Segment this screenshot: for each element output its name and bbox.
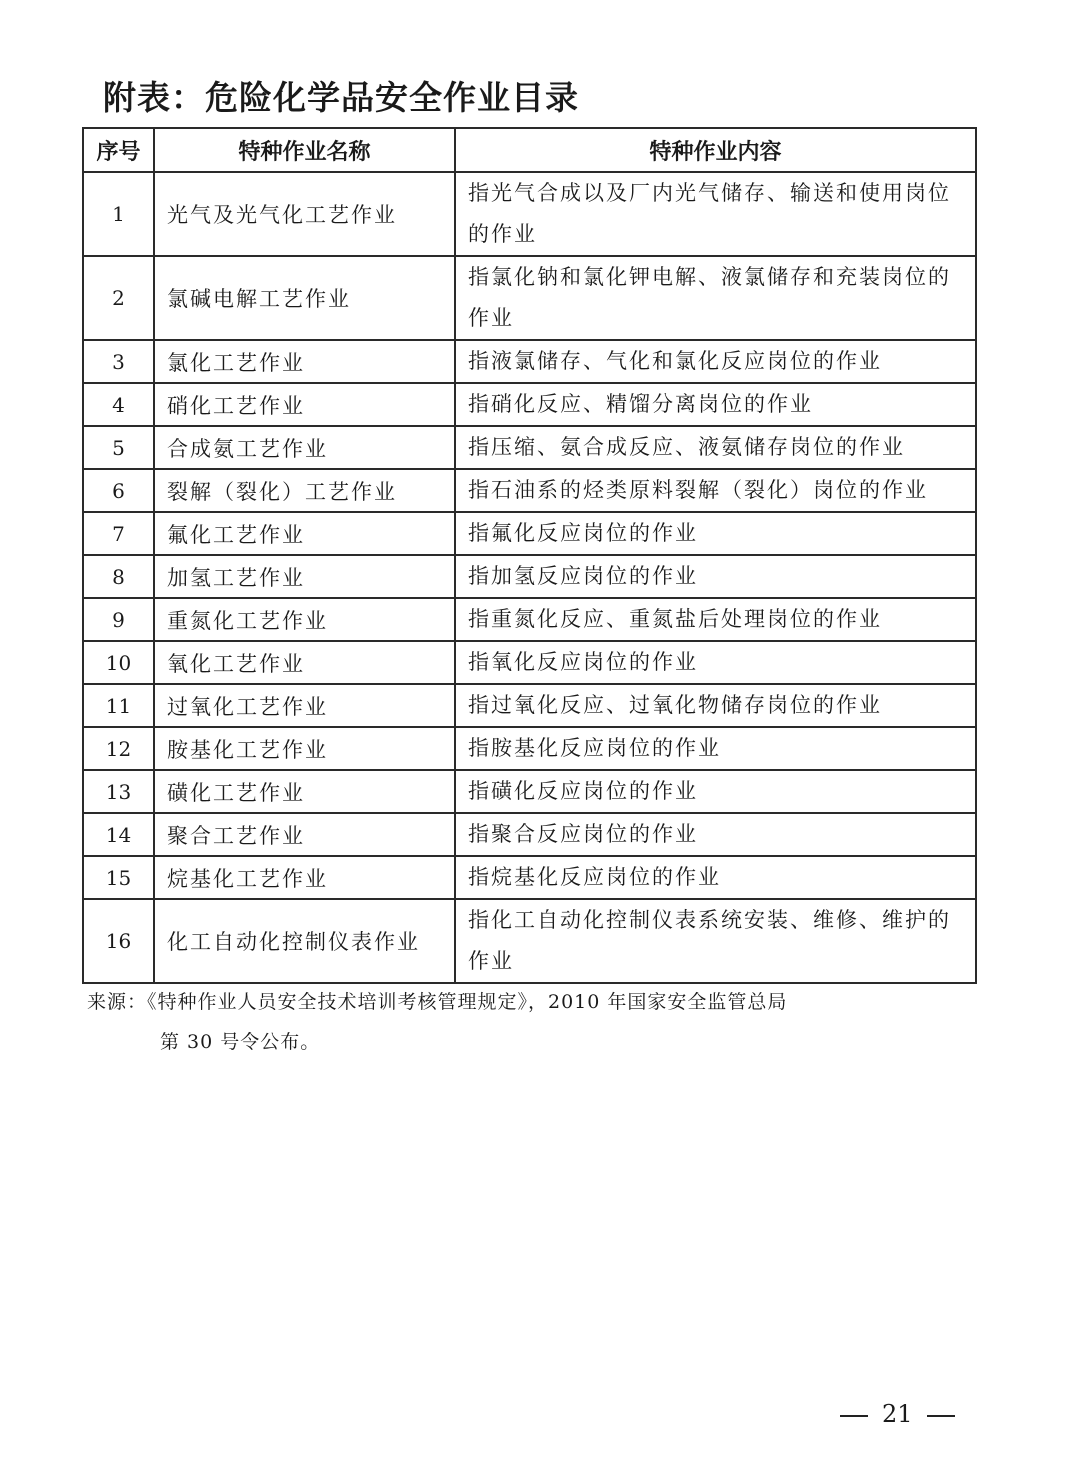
table-row (83, 899, 976, 983)
row-name: 聚合工艺作业 (154, 813, 455, 856)
row-desc: 指液氯储存、气化和氯化反应岗位的作业 (455, 340, 976, 383)
row-name: 化工自动化控制仪表作业 (154, 899, 455, 983)
row-no: 14 (83, 813, 154, 856)
row-desc: 指过氧化反应、过氧化物储存岗位的作业 (455, 684, 976, 727)
footnote-line-2: 第 30 号令公布。 (160, 1031, 321, 1053)
row-name: 烷基化工艺作业 (154, 856, 455, 899)
table-row (83, 770, 976, 813)
table-row (83, 172, 976, 256)
table-header-row (83, 128, 976, 172)
work-catalog-table (82, 127, 977, 984)
table-row (83, 555, 976, 598)
row-desc: 指烷基化反应岗位的作业 (455, 856, 976, 899)
table-row (83, 512, 976, 555)
row-desc: 指压缩、氨合成反应、液氨储存岗位的作业 (455, 426, 976, 469)
row-name: 氯化工艺作业 (154, 340, 455, 383)
row-desc: 指石油系的烃类原料裂解（裂化）岗位的作业 (455, 469, 976, 512)
row-desc: 指加氢反应岗位的作业 (455, 555, 976, 598)
table-row (83, 641, 976, 684)
row-no: 6 (83, 469, 154, 512)
row-desc: 指磺化反应岗位的作业 (455, 770, 976, 813)
row-name: 光气及光气化工艺作业 (154, 172, 455, 256)
row-no: 11 (83, 684, 154, 727)
row-name: 重氮化工艺作业 (154, 598, 455, 641)
row-no: 8 (83, 555, 154, 598)
page-title: 附表：危险化学品安全作业目录 (103, 78, 579, 117)
row-desc: 指硝化反应、精馏分离岗位的作业 (455, 383, 976, 426)
row-no: 12 (83, 727, 154, 770)
table-row (83, 813, 976, 856)
row-name: 硝化工艺作业 (154, 383, 455, 426)
row-no: 10 (83, 641, 154, 684)
row-name: 胺基化工艺作业 (154, 727, 455, 770)
table-row (83, 469, 976, 512)
row-desc: 指重氮化反应、重氮盐后处理岗位的作业 (455, 598, 976, 641)
row-name: 加氢工艺作业 (154, 555, 455, 598)
row-name: 合成氨工艺作业 (154, 426, 455, 469)
row-no: 2 (83, 256, 154, 340)
page-number (826, 1400, 969, 1428)
table-row (83, 256, 976, 340)
row-name: 磺化工艺作业 (154, 770, 455, 813)
row-desc: 指氧化反应岗位的作业 (455, 641, 976, 684)
row-desc: 指氟化反应岗位的作业 (455, 512, 976, 555)
dash-left (840, 1415, 868, 1417)
dash-right (927, 1415, 955, 1417)
row-no: 15 (83, 856, 154, 899)
table-row (83, 598, 976, 641)
row-no: 9 (83, 598, 154, 641)
row-desc: 指氯化钠和氯化钾电解、液氯储存和充装岗位的作业 (455, 256, 976, 340)
table-row (83, 426, 976, 469)
footnote-line-1: 来源：《特种作业人员安全技术培训考核管理规定》，2010 年国家安全监管总局 (87, 991, 788, 1013)
row-no: 13 (83, 770, 154, 813)
row-no: 16 (83, 899, 154, 983)
header-no: 序号 (83, 128, 154, 172)
table-row (83, 684, 976, 727)
table-row (83, 856, 976, 899)
row-name: 氧化工艺作业 (154, 641, 455, 684)
row-no: 4 (83, 383, 154, 426)
row-name: 过氧化工艺作业 (154, 684, 455, 727)
table-row (83, 340, 976, 383)
row-no: 7 (83, 512, 154, 555)
row-name: 氟化工艺作业 (154, 512, 455, 555)
row-desc: 指光气合成以及厂内光气储存、输送和使用岗位的作业 (455, 172, 976, 256)
row-no: 1 (83, 172, 154, 256)
row-no: 3 (83, 340, 154, 383)
header-desc: 特种作业内容 (455, 128, 976, 172)
row-desc: 指化工自动化控制仪表系统安装、维修、维护的作业 (455, 899, 976, 983)
page-number-text: 21 (882, 1400, 913, 1428)
row-no: 5 (83, 426, 154, 469)
row-desc: 指胺基化反应岗位的作业 (455, 727, 976, 770)
table-row (83, 727, 976, 770)
row-name: 氯碱电解工艺作业 (154, 256, 455, 340)
source-footnote (87, 982, 947, 1062)
header-name: 特种作业名称 (154, 128, 455, 172)
row-name: 裂解（裂化）工艺作业 (154, 469, 455, 512)
row-desc: 指聚合反应岗位的作业 (455, 813, 976, 856)
table-row (83, 383, 976, 426)
